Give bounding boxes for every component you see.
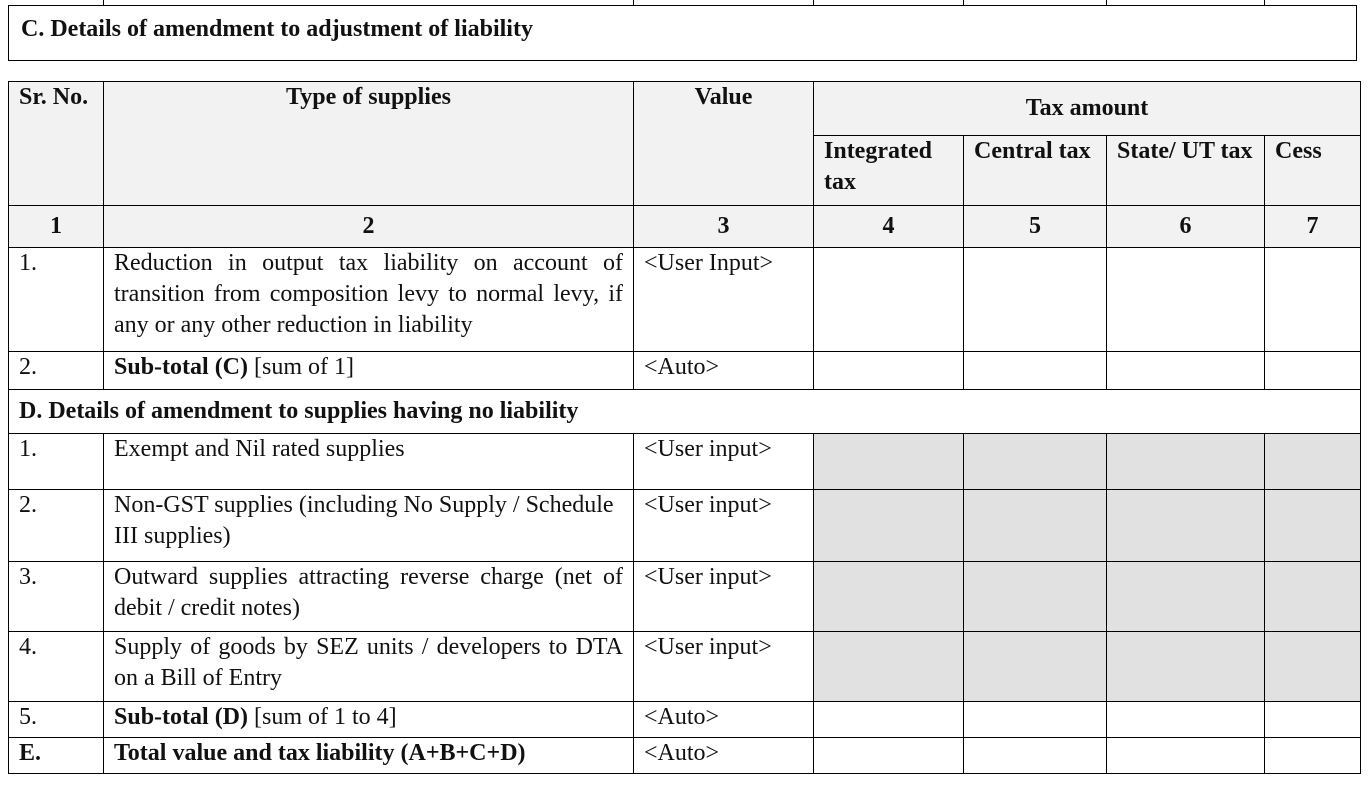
row-sr: 4. xyxy=(9,632,104,702)
disabled-cell xyxy=(1265,490,1361,562)
cess-cell[interactable] xyxy=(1265,352,1361,390)
disabled-cell xyxy=(1265,562,1361,632)
row-value: <Auto> xyxy=(634,702,814,738)
subtotal-label: Sub-total (C) xyxy=(114,354,249,380)
disabled-cell xyxy=(1107,632,1265,702)
row-sr: 5. xyxy=(9,702,104,738)
amendment-table xyxy=(8,81,1361,774)
table-row xyxy=(9,632,1361,702)
row-desc: Non-GST supplies (including No Supply / Schedule III supplies) xyxy=(104,490,634,562)
col-number: 3 xyxy=(634,206,814,248)
column-number-row xyxy=(9,206,1361,248)
row-sr: 2. xyxy=(9,490,104,562)
col-number: 5 xyxy=(964,206,1107,248)
row-value: <Auto> xyxy=(634,352,814,390)
section-c-title: C. Details of amendment to adjustment of liability xyxy=(21,16,533,42)
col-number: 4 xyxy=(814,206,964,248)
col-number: 7 xyxy=(1265,206,1361,248)
integrated-tax-cell[interactable] xyxy=(814,738,964,774)
central-tax-cell[interactable] xyxy=(964,352,1107,390)
header-cess: Cess xyxy=(1265,136,1361,206)
integrated-tax-cell[interactable] xyxy=(814,352,964,390)
header-integrated-tax: Integrated tax xyxy=(814,136,964,206)
table-row xyxy=(9,562,1361,632)
row-desc xyxy=(104,352,634,390)
disabled-cell xyxy=(814,562,964,632)
header-value: Value xyxy=(634,82,814,206)
state-ut-tax-cell[interactable] xyxy=(1107,702,1265,738)
state-ut-tax-cell[interactable] xyxy=(1107,738,1265,774)
row-sr: 1. xyxy=(9,434,104,490)
disabled-cell xyxy=(964,562,1107,632)
header-central-tax: Central tax xyxy=(964,136,1107,206)
subtotal-label: Sub-total (D) xyxy=(114,704,249,730)
row-value: <User input> xyxy=(634,562,814,632)
col-number: 1 xyxy=(9,206,104,248)
row-sr: 3. xyxy=(9,562,104,632)
disabled-cell xyxy=(1107,562,1265,632)
row-desc xyxy=(104,702,634,738)
row-value: <User Input> xyxy=(634,248,814,352)
col-number: 6 xyxy=(1107,206,1265,248)
subtotal-formula: [sum of 1] xyxy=(248,354,354,380)
total-row xyxy=(9,738,1361,774)
row-desc: Total value and tax liability (A+B+C+D) xyxy=(104,738,634,774)
row-value: <User input> xyxy=(634,632,814,702)
disabled-cell xyxy=(814,434,964,490)
disabled-cell xyxy=(964,632,1107,702)
header-tax-amount: Tax amount xyxy=(814,82,1361,136)
disabled-cell xyxy=(1265,632,1361,702)
disabled-cell xyxy=(1107,490,1265,562)
row-sr: 1. xyxy=(9,248,104,352)
disabled-cell xyxy=(964,434,1107,490)
row-desc: Reduction in output tax liability on account of transition from composition levy to normal levy, if any or any other reduction in liability xyxy=(104,248,634,352)
integrated-tax-cell[interactable] xyxy=(814,248,964,352)
header-row-1 xyxy=(9,82,1361,136)
central-tax-cell[interactable] xyxy=(964,738,1107,774)
disabled-cell xyxy=(814,490,964,562)
table-row xyxy=(9,434,1361,490)
disabled-cell xyxy=(814,632,964,702)
row-desc: Exempt and Nil rated supplies xyxy=(104,434,634,490)
state-ut-tax-cell[interactable] xyxy=(1107,248,1265,352)
row-value: <Auto> xyxy=(634,738,814,774)
row-sr: E. xyxy=(9,738,104,774)
table-row xyxy=(9,702,1361,738)
disabled-cell xyxy=(1107,434,1265,490)
cess-cell[interactable] xyxy=(1265,702,1361,738)
cess-cell[interactable] xyxy=(1265,248,1361,352)
row-sr: 2. xyxy=(9,352,104,390)
state-ut-tax-cell[interactable] xyxy=(1107,352,1265,390)
table-row xyxy=(9,248,1361,352)
integrated-tax-cell[interactable] xyxy=(814,702,964,738)
cess-cell[interactable] xyxy=(1265,738,1361,774)
central-tax-cell[interactable] xyxy=(964,702,1107,738)
row-desc: Supply of goods by SEZ units / developers to DTA on a Bill of Entry xyxy=(104,632,634,702)
section-d-row xyxy=(9,390,1361,434)
disabled-cell xyxy=(964,490,1107,562)
header-type-of-supplies: Type of supplies xyxy=(104,82,634,206)
section-c-header-box xyxy=(8,5,1357,61)
section-d-title: D. Details of amendment to supplies having no liability xyxy=(9,390,1361,434)
row-desc: Outward supplies attracting reverse charge (net of debit / credit notes) xyxy=(104,562,634,632)
col-number: 2 xyxy=(104,206,634,248)
table-row xyxy=(9,490,1361,562)
disabled-cell xyxy=(1265,434,1361,490)
central-tax-cell[interactable] xyxy=(964,248,1107,352)
header-state-ut-tax: State/ UT tax xyxy=(1107,136,1265,206)
row-value: <User input> xyxy=(634,490,814,562)
subtotal-formula: [sum of 1 to 4] xyxy=(248,704,397,730)
header-sr-no: Sr. No. xyxy=(9,82,104,206)
table-row xyxy=(9,352,1361,390)
row-value: <User input> xyxy=(634,434,814,490)
